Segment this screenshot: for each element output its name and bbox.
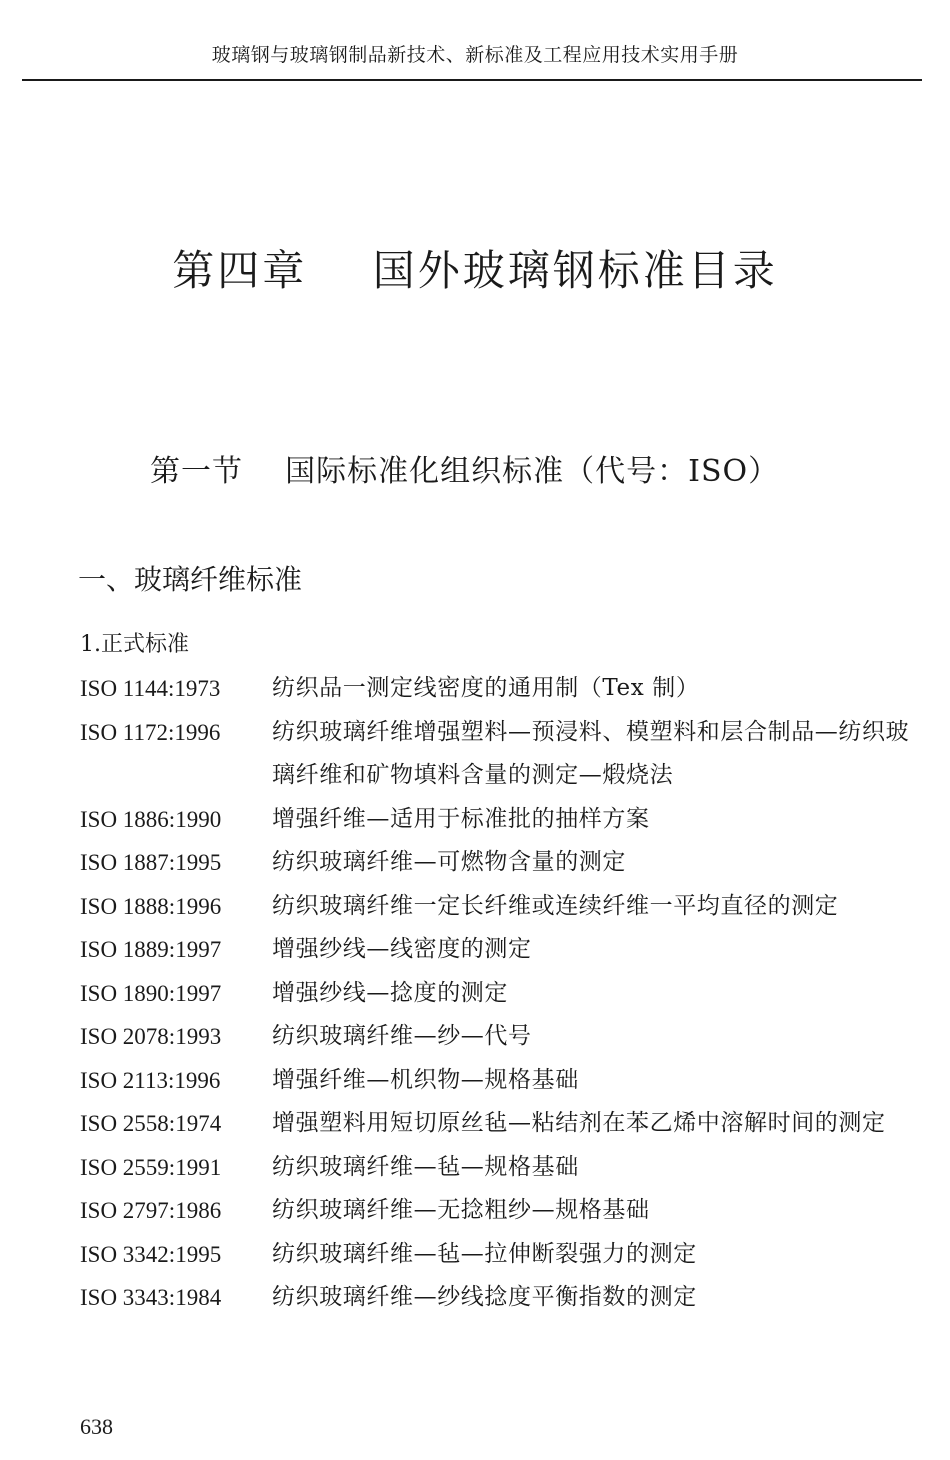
standard-entry (80, 798, 930, 842)
standard-code: ISO 2559:1991 (80, 1154, 222, 1180)
standard-title: 纺织玻璃纤维—毡—拉伸断裂强力的测定 (272, 1240, 697, 1267)
standard-code: ISO 3342:1995 (80, 1241, 222, 1267)
standard-entry (80, 667, 930, 711)
standard-entry (80, 885, 930, 929)
standard-code: ISO 3343:1984 (80, 1285, 222, 1310)
standard-title: 增强纤维—适用于标准批的抽样方案 (272, 805, 650, 832)
standards-list (80, 667, 930, 1320)
standard-title: 纺织玻璃纤维增强塑料—预浸料、模塑料和层合制品—纺织玻璃纤维和矿物填料含量的测定—煅烧法 (272, 718, 910, 788)
standard-entry (80, 1102, 930, 1146)
standard-title: 纺织玻璃纤维—纱线捻度平衡指数的测定 (272, 1284, 697, 1310)
standard-code: ISO 2078:1993 (80, 1024, 222, 1049)
running-header: 玻璃钢与玻璃钢制品新技术、新标准及工程应用技术实用手册 (211, 44, 739, 66)
standard-entry (80, 1015, 930, 1059)
standard-code: ISO 1144:1973 (80, 676, 221, 701)
standard-code: ISO 2558:1974 (80, 1111, 222, 1136)
standard-title: 纺织玻璃纤维一定长纤维或连续纤维一平均直径的测定 (272, 892, 839, 919)
subsection-heading: 一、玻璃纤维标准 (78, 563, 303, 596)
standard-entry (80, 1146, 930, 1190)
standard-code: ISO 2797:1986 (80, 1198, 222, 1223)
section-title: 第一节 国际标准化组织标准（代号：ISO） (150, 454, 780, 489)
standard-code: ISO 1890:1997 (80, 980, 222, 1006)
header-rule (22, 79, 922, 81)
standard-entry (80, 1059, 930, 1103)
standard-entry (80, 841, 930, 885)
standard-title: 增强塑料用短切原丝毡—粘结剂在苯乙烯中溶解时间的测定 (272, 1110, 886, 1136)
standard-title: 纺织玻璃纤维—无捻粗纱—规格基础 (272, 1197, 650, 1223)
standard-entry (80, 711, 930, 798)
standard-entry (80, 1189, 930, 1233)
standard-code: ISO 1886:1990 (80, 806, 222, 832)
standard-code: ISO 1888:1996 (80, 893, 222, 919)
chapter-title: 第四章 国外玻璃钢标准目录 (172, 246, 778, 295)
standard-entry (80, 928, 930, 972)
standard-title: 纺织玻璃纤维—毡—规格基础 (272, 1153, 579, 1180)
standard-entry (80, 972, 930, 1016)
category-heading: 1.正式标准 (80, 632, 189, 657)
standard-code: ISO 1889:1997 (80, 937, 222, 962)
page-number: 638 (80, 1414, 113, 1439)
standard-title: 纺织玻璃纤维—纱—代号 (272, 1023, 532, 1049)
standard-title: 增强纱线—线密度的测定 (272, 936, 532, 962)
standard-title: 增强纤维—机织物—规格基础 (272, 1066, 579, 1093)
standard-title: 纺织品一测定线密度的通用制（Tex 制） (272, 675, 700, 701)
standard-title: 纺织玻璃纤维—可燃物含量的测定 (272, 849, 626, 875)
standard-code: ISO 2113:1996 (80, 1067, 221, 1093)
standard-code: ISO 1887:1995 (80, 850, 222, 875)
standard-code: ISO 1172:1996 (80, 719, 221, 745)
standard-entry (80, 1233, 930, 1277)
standard-title: 增强纱线—捻度的测定 (272, 979, 508, 1006)
standard-entry (80, 1276, 930, 1320)
